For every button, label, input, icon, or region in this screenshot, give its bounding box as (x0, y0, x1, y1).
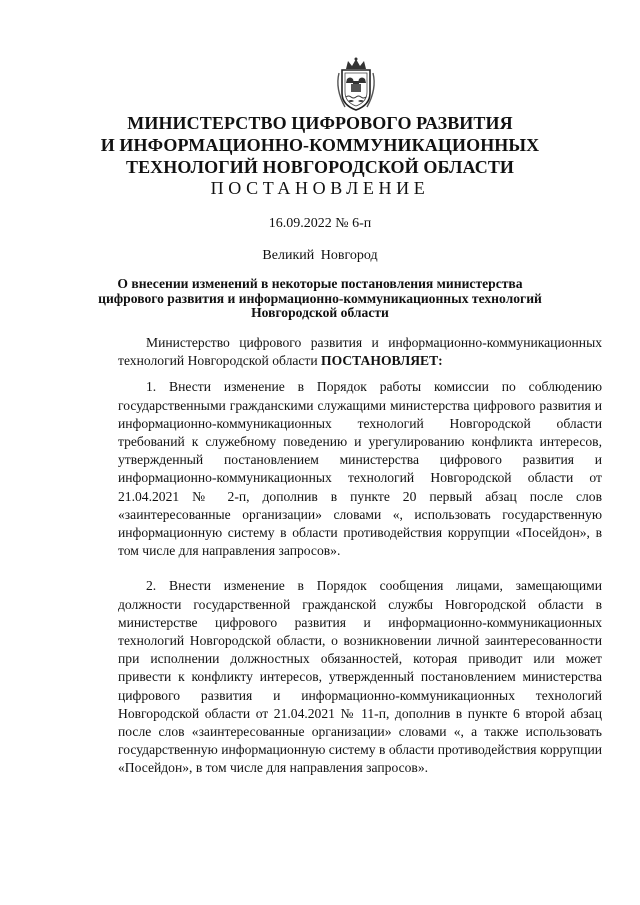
subject-line: Новгородской области (251, 305, 389, 320)
subject-line: цифрового развития и информационно-коммуникационных технологий (98, 290, 542, 306)
ministry-name-line: ТЕХНОЛОГИЙ НОВГОРОДСКОЙ ОБЛАСТИ (125, 157, 515, 177)
decree-word: ПОСТАНОВЛЯЕТ: (321, 353, 443, 369)
preamble-paragraph (118, 334, 602, 370)
ministry-name-line: МИНИСТЕРСТВО ЦИФРОВОГО РАЗВИТИЯ (127, 113, 513, 133)
document-date-number: 16.09.2022 № 6-п (268, 216, 372, 231)
item-paragraph-1: 1. Внести изменение в Порядок работы комиссии по соблюдению государственными гражданскими служащими министерства цифрового развития и информационно-коммуникационных технологий Новгородской области требований к служебному поведению и урегулированию конфликта интересов, утвержденный постановлением министерства цифрового развития и информационно-коммуникационных технологий Новгородской области от 21.04.2021 № 2-п, дополнив в пункте 20 первый абзац после слов «заинтересованные организации» словами «, использовать государственную информационную систему в области противодействия коррупции «Посейдон», в том числе для направления запросов». (118, 379, 602, 559)
document-city: Великий Новгород (262, 248, 378, 263)
item-paragraph-2: 2. Внести изменение в Порядок сообщения лицами, замещающими должности государственной гражданской службы Новгородской области в министерстве цифрового развития и информационно-коммуникационных технологий Новгородской области, о возникновении личной заинтересованности при исполнении должностных обязанностей, которая приводит или может привести к конфликту интересов, утвержденный постановлением министерства цифрового развития и информационно-коммуникационных технологий Новгородской области от 21.04.2021 № 11-п, дополнив в пункте 6 второй абзац после слов «заинтересованные организации» словами «, а также использовать государственную информационную систему в области противодействия коррупции «Посейдон», в том числе для направления запросов». (118, 578, 602, 776)
coat-of-arms-emblem (333, 57, 379, 113)
preamble-text: Министерство цифрового развития и информационно-коммуникационных технологий Новгородской области (118, 335, 602, 369)
document-body (118, 334, 602, 778)
subject-line: О внесении изменений в некоторые постановления министерства (117, 276, 523, 291)
document-type: ПОСТАНОВЛЕНИЕ (210, 178, 430, 198)
coat-of-arms-icon (333, 57, 379, 113)
ministry-name-line: И ИНФОРМАЦИОННО-КОММУНИКАЦИОННЫХ (100, 135, 540, 155)
document-subject (40, 277, 600, 321)
ministry-name (40, 112, 600, 178)
